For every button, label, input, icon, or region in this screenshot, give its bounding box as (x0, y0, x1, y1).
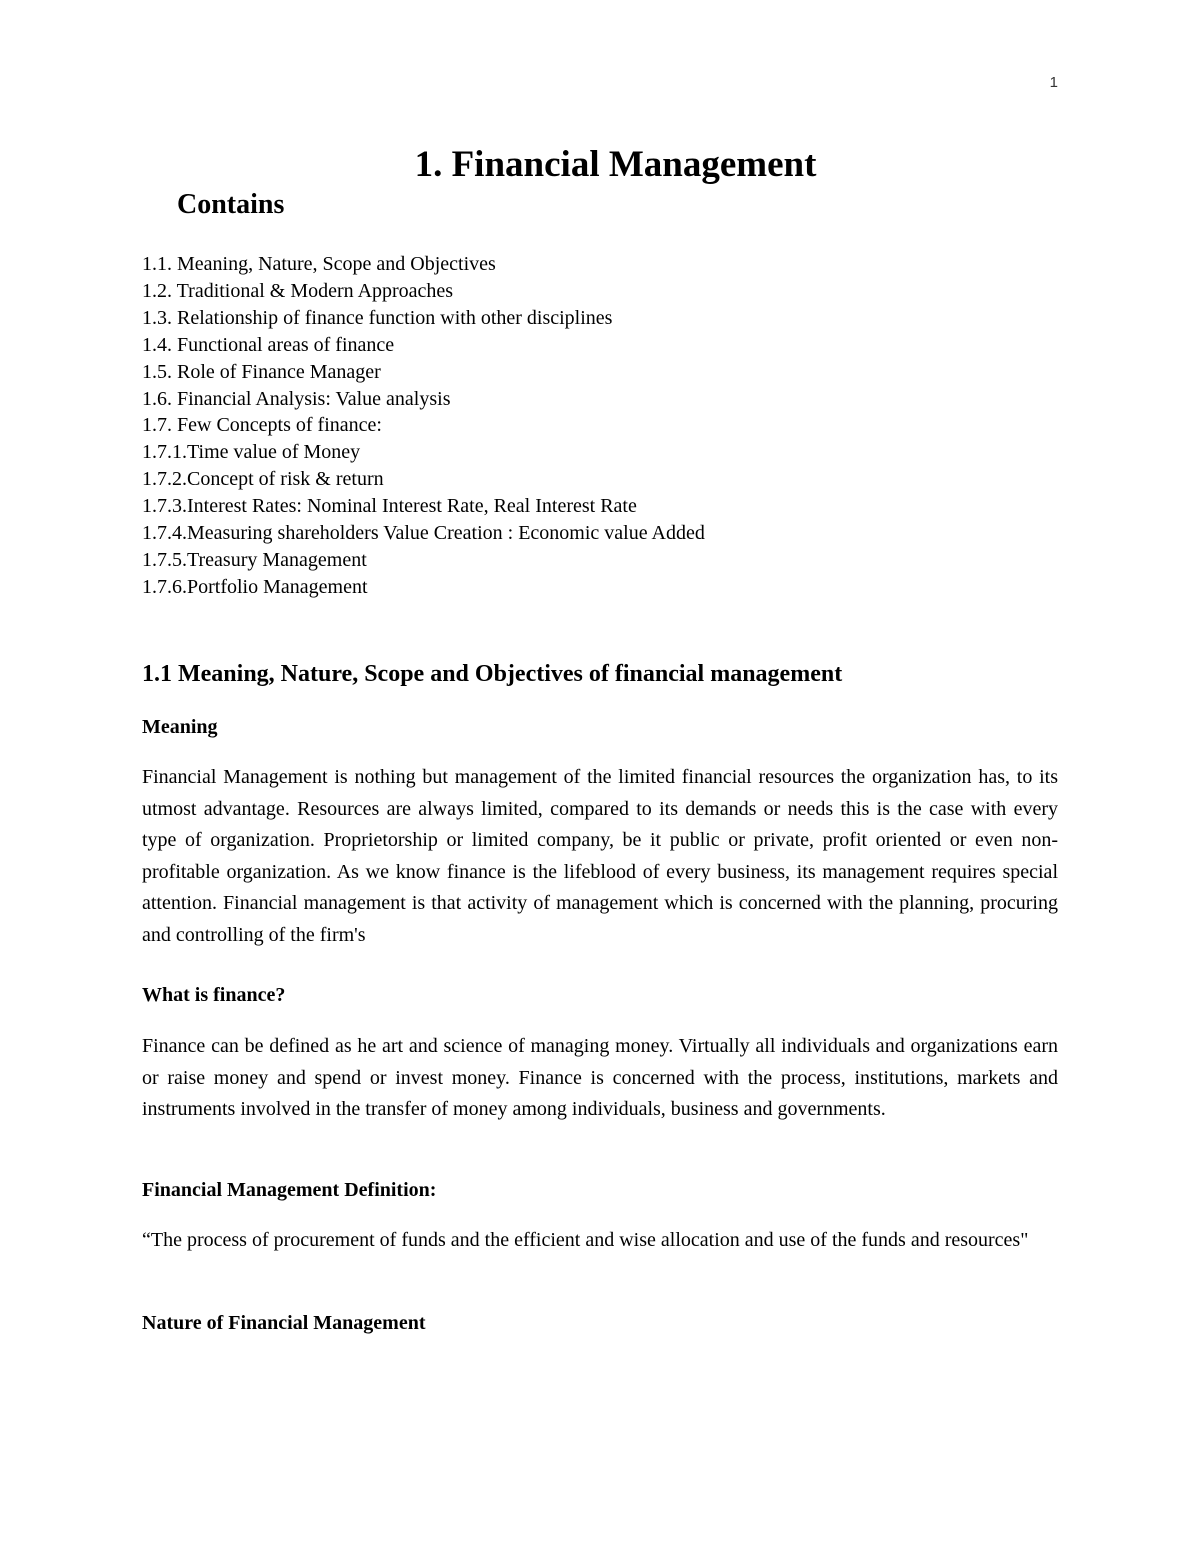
nature-heading: Nature of Financial Management (142, 1312, 426, 1334)
toc-item: 1.6. Financial Analysis: Value analysis (142, 387, 451, 410)
toc-item: 1.4. Functional areas of finance (142, 333, 395, 356)
document-title: 1. Financial Management (414, 144, 817, 185)
toc-item: 1.7. Few Concepts of finance: (142, 414, 382, 437)
finance-paragraph: Finance can be defined as he art and science of managing money. Virtually all individuals and organizations earn or raise money and spend or invest money. Finance is concerned with the process, institutions, markets and instruments involved in the transfer of money among individuals, business and governments. (142, 1035, 1058, 1120)
table-of-contents (142, 251, 705, 601)
toc-item: 1.2. Traditional & Modern Approaches (142, 279, 454, 302)
contents-heading: Contains (177, 189, 285, 220)
toc-item: 1.5. Role of Finance Manager (142, 360, 381, 383)
toc-item: 1.7.6.Portfolio Management (142, 575, 368, 598)
section-heading: 1.1 Meaning, Nature, Scope and Objectives of financial management (142, 661, 843, 687)
toc-item: 1.7.5.Treasury Management (142, 548, 367, 571)
toc-item: 1.7.3.Interest Rates: Nominal Interest Rate, Real Interest Rate (142, 495, 637, 518)
what-is-finance-heading: What is finance? (142, 984, 286, 1006)
definition-heading: Financial Management Definition: (142, 1179, 437, 1201)
page-number: 1 (1049, 74, 1058, 91)
toc-item: 1.3. Relationship of finance function with other disciplines (142, 306, 613, 329)
toc-item: 1.1. Meaning, Nature, Scope and Objectives (142, 253, 496, 275)
toc-item: 1.7.1.Time value of Money (142, 441, 361, 464)
meaning-paragraph: Financial Management is nothing but management of the limited financial resources the organization has, to its utmost advantage. Resources are always limited, compared to its demands or needs this is the case with every type of organization. Proprietorship or limited company, be it public or private, profit oriented or even non-profitable organization. As we know finance is the lifeblood of every business, its management requires special attention. Financial management is that activity of management which is concerned with the planning, procuring and controlling of the firm's (142, 766, 1058, 946)
definition-paragraph: “The process of procurement of funds and the efficient and wise allocation and use of the funds and resources" (142, 1229, 1029, 1251)
toc-item: 1.7.2.Concept of risk & return (142, 468, 384, 491)
meaning-heading: Meaning (142, 716, 218, 738)
toc-item: 1.7.4.Measuring shareholders Value Creation : Economic value Added (142, 522, 705, 545)
